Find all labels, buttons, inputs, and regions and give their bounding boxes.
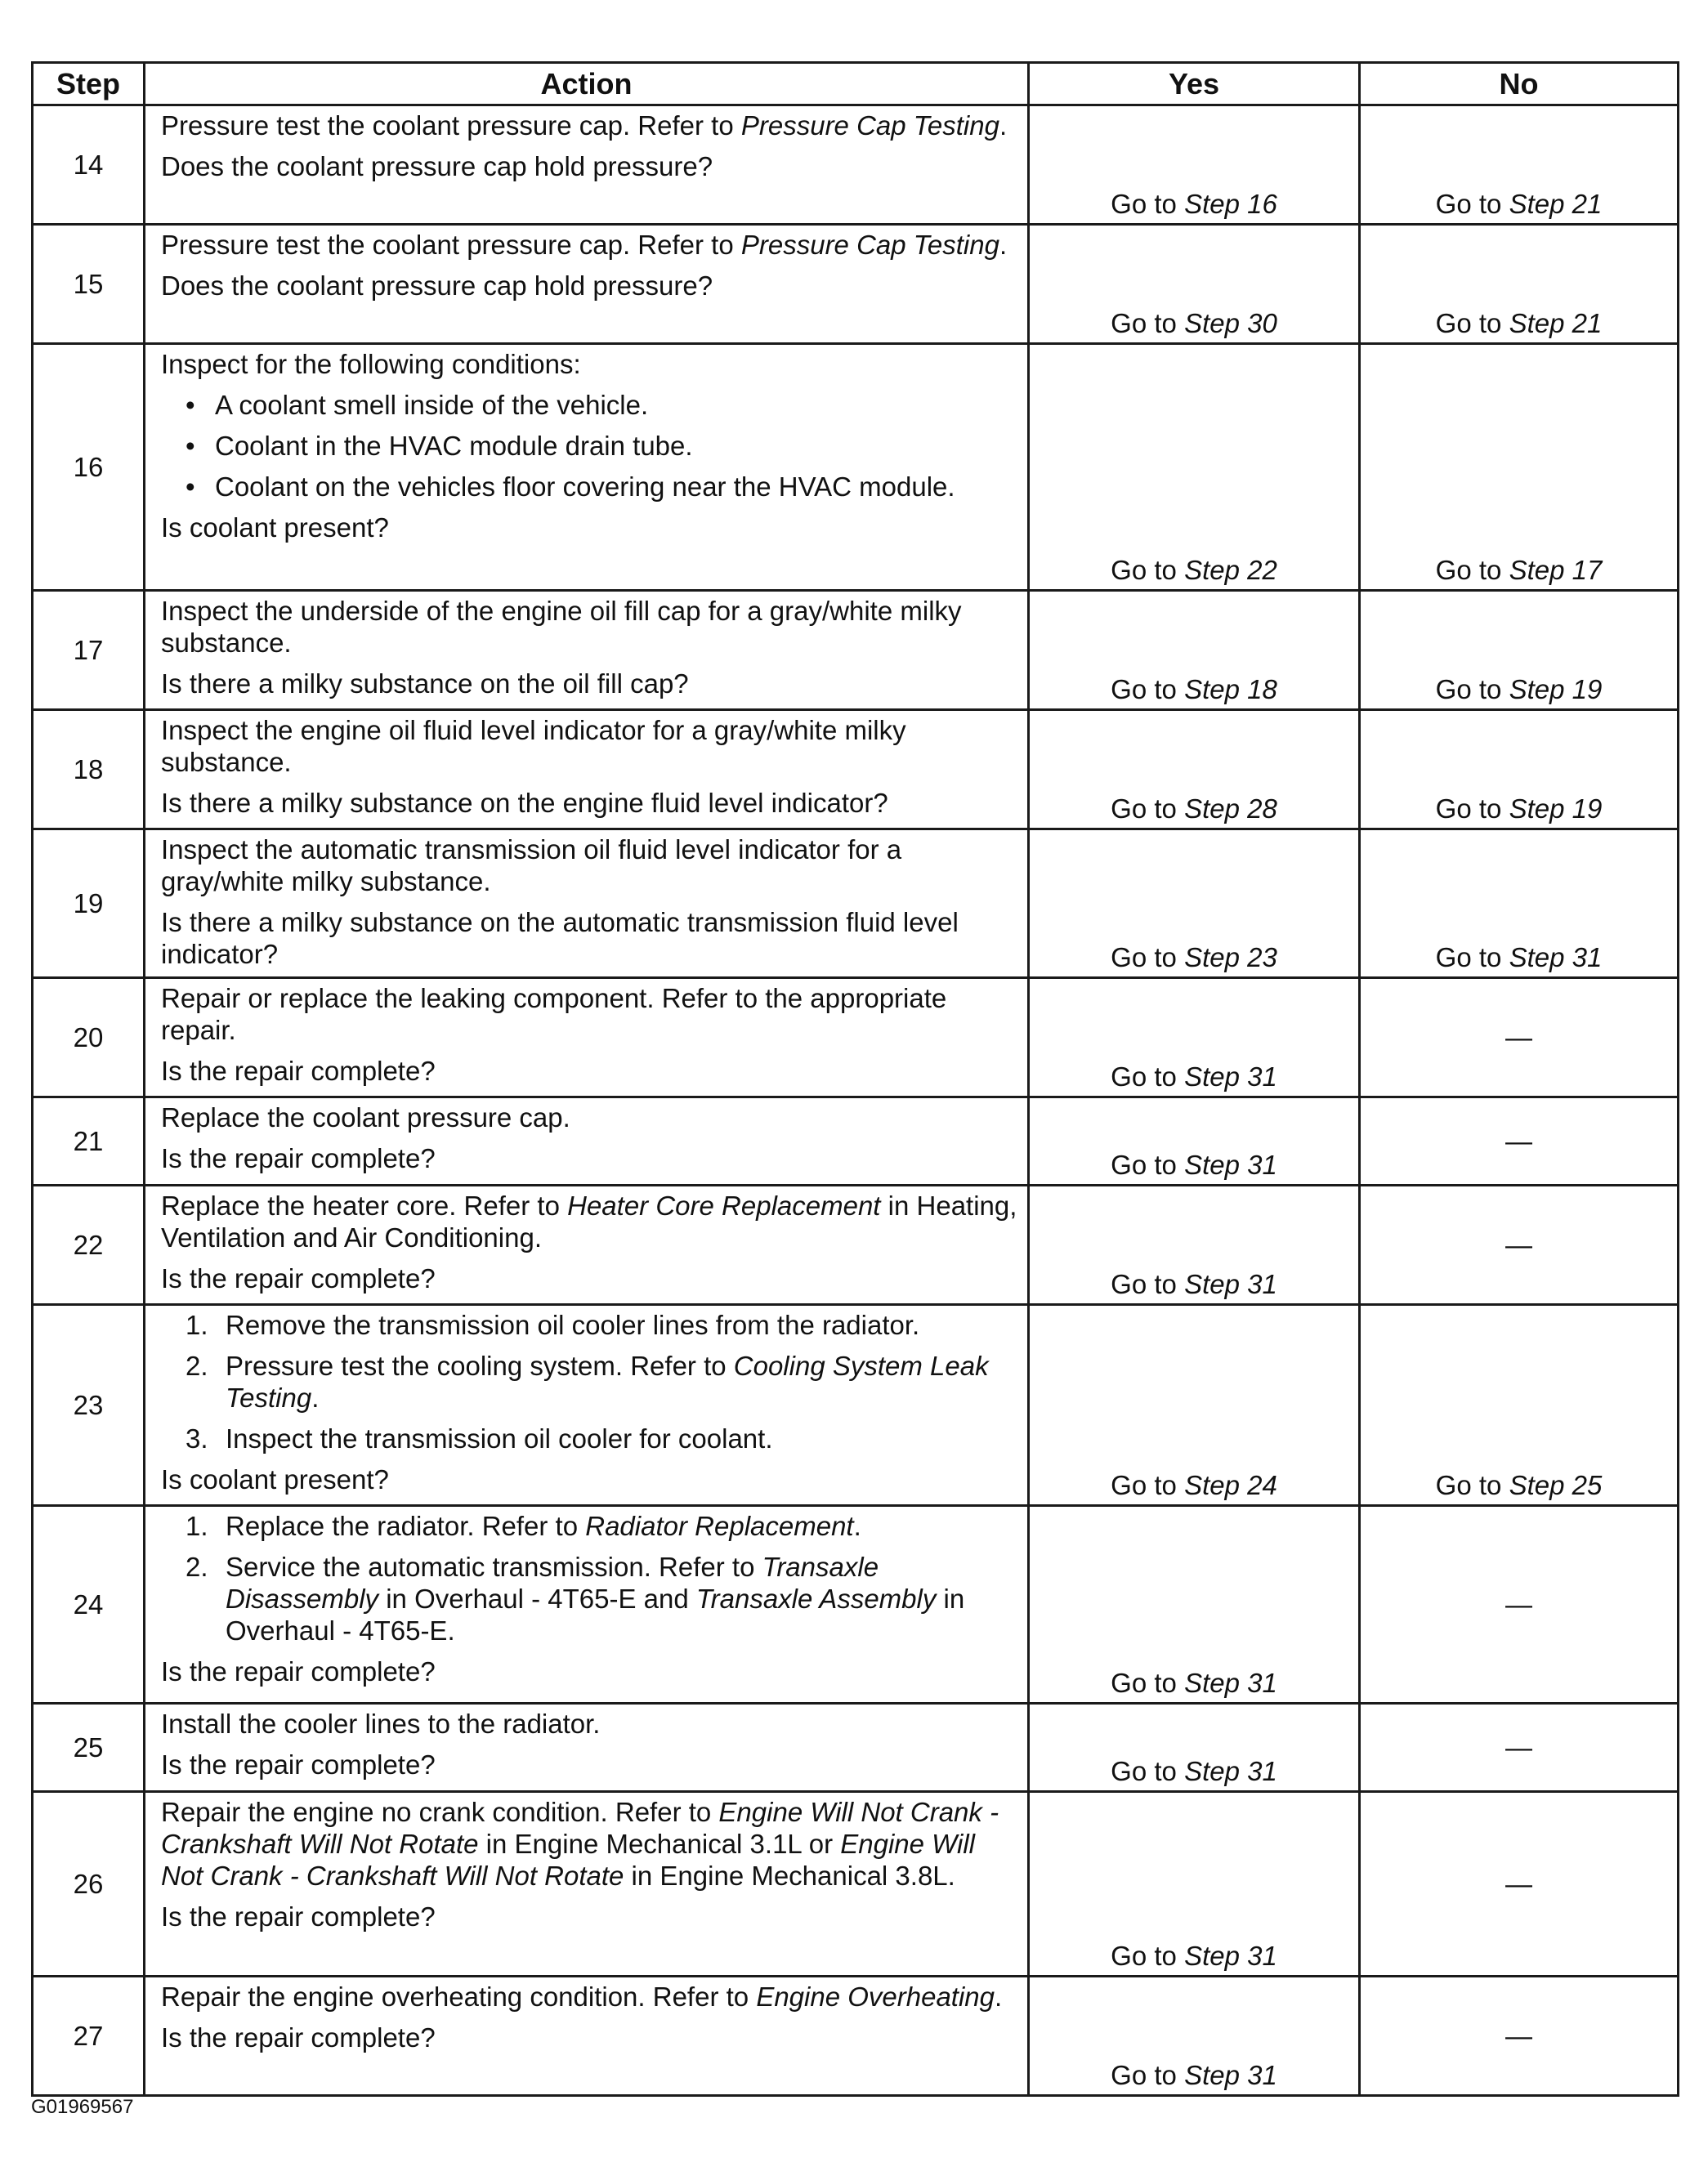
no-dash: — <box>1360 1506 1679 1704</box>
no-cell <box>1360 105 1679 225</box>
step-number: 25 <box>33 1704 145 1792</box>
table-row <box>33 105 1679 225</box>
step-number: 26 <box>33 1792 145 1977</box>
bullet-item <box>161 389 1017 421</box>
yes-cell <box>1029 1792 1360 1977</box>
table-row <box>33 1305 1679 1506</box>
table-row <box>33 978 1679 1097</box>
reference-text: Step 31 <box>1509 942 1603 972</box>
reference-text: Step 28 <box>1184 793 1277 824</box>
text-span: Go to <box>1111 674 1185 704</box>
reference-text: Step 16 <box>1184 189 1277 219</box>
action-paragraph <box>161 2022 1017 2053</box>
action-paragraph <box>161 512 1017 543</box>
reference-text: Step 25 <box>1509 1470 1603 1500</box>
reference-text: Pressure Cap Testing <box>740 230 999 260</box>
item-number: 2. <box>186 1351 208 1381</box>
text-span: Is the repair complete? <box>161 1263 436 1294</box>
text-span: Pressure test the cooling system. Refer to <box>226 1351 734 1381</box>
no-cell <box>1360 1305 1679 1506</box>
numbered-item <box>161 1551 1017 1647</box>
header-no: No <box>1360 63 1679 105</box>
reference-text: Step 21 <box>1509 189 1603 219</box>
action-cell <box>145 344 1029 591</box>
numbered-item <box>161 1423 1017 1454</box>
text-span: Go to <box>1435 189 1509 219</box>
text-span: Repair the engine no crank condition. Refer to <box>161 1797 719 1827</box>
numbered-list <box>161 1510 1017 1647</box>
step-number: 20 <box>33 978 145 1097</box>
text-span: Is coolant present? <box>161 512 389 543</box>
text-span: Inspect the automatic transmission oil fluid level indicator for a gray/white milky substance. <box>161 834 902 896</box>
text-span: Go to <box>1111 555 1185 585</box>
step-number: 18 <box>33 710 145 829</box>
bullet-item <box>161 430 1017 462</box>
text-span: Service the automatic transmission. Refer to <box>226 1552 762 1582</box>
action-cell <box>145 1305 1029 1506</box>
table-row <box>33 1977 1679 2096</box>
action-paragraph <box>161 109 1017 141</box>
action-cell <box>145 1506 1029 1704</box>
text-span: . <box>999 110 1008 141</box>
no-dash: — <box>1360 1977 1679 2096</box>
text-span: Go to <box>1435 674 1509 704</box>
header-row <box>33 63 1679 105</box>
yes-cell <box>1029 978 1360 1097</box>
step-number: 23 <box>33 1305 145 1506</box>
text-span: Is the repair complete? <box>161 1656 436 1687</box>
text-span: Go to <box>1111 1269 1185 1299</box>
reference-text: Engine Will Not Crank - Crankshaft Will Not Rotate <box>161 1829 976 1891</box>
text-span: Go to <box>1111 1470 1185 1500</box>
text-span: Go to <box>1111 1668 1185 1698</box>
table-body <box>33 105 1679 2096</box>
text-span: Is there a milky substance on the oil fill cap? <box>161 668 689 699</box>
action-cell <box>145 1977 1029 2096</box>
text-span: Coolant in the HVAC module drain tube. <box>215 431 693 461</box>
reference-text: Step 31 <box>1184 1668 1277 1698</box>
text-span: in Overhaul - 4T65-E. <box>226 1584 965 1646</box>
reference-text: Step 31 <box>1184 1061 1277 1092</box>
action-cell <box>145 978 1029 1097</box>
text-span: in Engine Mechanical 3.1L or <box>478 1829 841 1859</box>
table-row <box>33 225 1679 344</box>
text-span: . <box>995 1982 1003 2012</box>
text-span: Does the coolant pressure cap hold pressure? <box>161 151 713 181</box>
action-paragraph <box>161 1901 1017 1932</box>
reference-text: Step 31 <box>1184 1941 1277 1971</box>
step-number: 17 <box>33 591 145 710</box>
text-span: Inspect for the following conditions: <box>161 349 581 379</box>
action-paragraph <box>161 906 1017 970</box>
numbered-item <box>161 1309 1017 1341</box>
numbered-item <box>161 1510 1017 1542</box>
action-paragraph <box>161 1190 1017 1253</box>
reference-text: Cooling System Leak Testing <box>226 1351 989 1413</box>
reference-text: Step 18 <box>1184 674 1277 704</box>
table-row <box>33 1097 1679 1186</box>
item-number: 3. <box>186 1423 208 1454</box>
item-number: 2. <box>186 1552 208 1582</box>
reference-text: Radiator Replacement <box>585 1511 854 1541</box>
reference-text: Transaxle Disassembly <box>226 1552 879 1614</box>
text-span: Is coolant present? <box>161 1464 389 1495</box>
reference-text: Step 31 <box>1184 1269 1277 1299</box>
text-span: Is the repair complete? <box>161 1056 436 1086</box>
no-dash: — <box>1360 1097 1679 1186</box>
text-span: Is the repair complete? <box>161 1749 436 1780</box>
action-paragraph <box>161 1796 1017 1892</box>
yes-cell <box>1029 1506 1360 1704</box>
step-number: 21 <box>33 1097 145 1186</box>
table-row <box>33 710 1679 829</box>
yes-cell <box>1029 1704 1360 1792</box>
reference-text: Engine Overheating <box>756 1982 995 2012</box>
action-paragraph <box>161 595 1017 659</box>
yes-cell <box>1029 829 1360 978</box>
reference-text: Step 19 <box>1509 674 1603 704</box>
action-paragraph <box>161 1463 1017 1495</box>
text-span: Go to <box>1111 1150 1185 1180</box>
reference-text: Transaxle Assembly <box>695 1584 937 1614</box>
text-span: Repair or replace the leaking component. Refer to the appropriate repair. <box>161 983 947 1045</box>
text-span: in Overhaul - 4T65-E and <box>378 1584 696 1614</box>
no-dash: — <box>1360 1186 1679 1305</box>
text-span: Go to <box>1111 1756 1185 1786</box>
action-paragraph <box>161 1142 1017 1174</box>
action-paragraph <box>161 1262 1017 1294</box>
text-span: Go to <box>1111 1061 1185 1092</box>
text-span: Go to <box>1111 942 1185 972</box>
action-paragraph <box>161 714 1017 778</box>
header-step: Step <box>33 63 145 105</box>
action-paragraph <box>161 833 1017 897</box>
table-row <box>33 1704 1679 1792</box>
no-dash: — <box>1360 1792 1679 1977</box>
action-paragraph <box>161 270 1017 302</box>
step-number: 22 <box>33 1186 145 1305</box>
reference-text: Step 21 <box>1509 308 1603 338</box>
table-row <box>33 591 1679 710</box>
table-row <box>33 829 1679 978</box>
step-number: 15 <box>33 225 145 344</box>
no-dash: — <box>1360 1704 1679 1792</box>
reference-text: Step 31 <box>1184 1150 1277 1180</box>
text-span: Go to <box>1111 308 1185 338</box>
action-paragraph <box>161 150 1017 182</box>
text-span: Coolant on the vehicles floor covering near the HVAC module. <box>215 471 955 502</box>
reference-text: Heater Core Replacement <box>567 1191 881 1221</box>
action-cell <box>145 710 1029 829</box>
reference-text: Step 31 <box>1184 1756 1277 1786</box>
action-cell <box>145 225 1029 344</box>
action-paragraph <box>161 1708 1017 1740</box>
text-span: . <box>999 230 1008 260</box>
yes-cell <box>1029 105 1360 225</box>
yes-cell <box>1029 1097 1360 1186</box>
reference-text: Engine Will Not Crank - Crankshaft Will Not Rotate <box>161 1797 999 1859</box>
no-dash: — <box>1360 978 1679 1097</box>
action-paragraph <box>161 348 1017 380</box>
text-span: Go to <box>1111 1941 1185 1971</box>
numbered-item <box>161 1350 1017 1414</box>
yes-cell <box>1029 710 1360 829</box>
yes-cell <box>1029 344 1360 591</box>
yes-cell <box>1029 591 1360 710</box>
no-cell <box>1360 591 1679 710</box>
bullet-item <box>161 471 1017 503</box>
reference-text: Pressure Cap Testing <box>740 110 999 141</box>
text-span: in Heating, Ventilation and Air Conditioning. <box>161 1191 1017 1253</box>
reference-text: Step 31 <box>1184 2060 1277 2090</box>
no-cell <box>1360 225 1679 344</box>
text-span: . <box>853 1511 861 1541</box>
no-cell <box>1360 710 1679 829</box>
text-span: Is there a milky substance on the automatic transmission fluid level indicator? <box>161 907 959 969</box>
text-span: Repair the engine overheating condition. Refer to <box>161 1982 757 2012</box>
text-span: . <box>311 1383 320 1413</box>
text-span: Pressure test the coolant pressure cap. Refer to <box>161 230 741 260</box>
table-row <box>33 1186 1679 1305</box>
text-span: Go to <box>1435 555 1509 585</box>
action-cell <box>145 1704 1029 1792</box>
text-span: Go to <box>1435 308 1509 338</box>
text-span: Pressure test the coolant pressure cap. Refer to <box>161 110 741 141</box>
yes-cell <box>1029 1305 1360 1506</box>
text-span: Does the coolant pressure cap hold pressure? <box>161 270 713 301</box>
reference-text: Step 23 <box>1184 942 1277 972</box>
item-number: 1. <box>186 1511 208 1541</box>
numbered-list <box>161 1309 1017 1454</box>
step-number: 14 <box>33 105 145 225</box>
text-span: Go to <box>1111 2060 1185 2090</box>
action-paragraph <box>161 1101 1017 1133</box>
text-span: Is the repair complete? <box>161 1143 436 1173</box>
header-action: Action <box>145 63 1029 105</box>
action-cell <box>145 1186 1029 1305</box>
text-span: Go to <box>1435 1470 1509 1500</box>
action-paragraph <box>161 229 1017 261</box>
action-cell <box>145 591 1029 710</box>
action-cell <box>145 1097 1029 1186</box>
action-cell <box>145 829 1029 978</box>
text-span: Go to <box>1111 189 1185 219</box>
text-span: Install the cooler lines to the radiator. <box>161 1709 601 1739</box>
action-paragraph <box>161 1655 1017 1687</box>
text-span: Inspect the transmission oil cooler for coolant. <box>226 1423 773 1454</box>
text-span: Is there a milky substance on the engine fluid level indicator? <box>161 788 888 818</box>
text-span: Inspect the underside of the engine oil fill cap for a gray/white milky substance. <box>161 596 962 658</box>
step-number: 16 <box>33 344 145 591</box>
text-span: Go to <box>1435 942 1509 972</box>
no-cell <box>1360 344 1679 591</box>
action-paragraph <box>161 1981 1017 2013</box>
step-number: 24 <box>33 1506 145 1704</box>
step-number: 27 <box>33 1977 145 2096</box>
text-span: A coolant smell inside of the vehicle. <box>215 390 649 420</box>
text-span: Is the repair complete? <box>161 2022 436 2053</box>
action-paragraph <box>161 668 1017 699</box>
reference-text: Step 22 <box>1184 555 1277 585</box>
yes-cell <box>1029 1977 1360 2096</box>
text-span: Go to <box>1111 793 1185 824</box>
text-span: Replace the radiator. Refer to <box>226 1511 586 1541</box>
action-cell <box>145 1792 1029 1977</box>
item-number: 1. <box>186 1310 208 1340</box>
action-paragraph <box>161 982 1017 1046</box>
text-span: Go to <box>1435 793 1509 824</box>
action-paragraph <box>161 787 1017 819</box>
text-span: Replace the heater core. Refer to <box>161 1191 568 1221</box>
reference-text: Step 19 <box>1509 793 1603 824</box>
figure-id: G01969567 <box>31 2096 134 2118</box>
text-span: Replace the coolant pressure cap. <box>161 1102 570 1133</box>
text-span: Remove the transmission oil cooler lines from the radiator. <box>226 1310 920 1340</box>
action-paragraph <box>161 1749 1017 1781</box>
header-yes: Yes <box>1029 63 1360 105</box>
table-row <box>33 344 1679 591</box>
reference-text: Step 17 <box>1509 555 1603 585</box>
table-row <box>33 1506 1679 1704</box>
reference-text: Step 30 <box>1184 308 1277 338</box>
action-paragraph <box>161 1055 1017 1087</box>
action-cell <box>145 105 1029 225</box>
table-row <box>33 1792 1679 1977</box>
reference-text: Step 24 <box>1184 1470 1277 1500</box>
yes-cell <box>1029 225 1360 344</box>
text-span: Is the repair complete? <box>161 1901 436 1932</box>
diagnostic-table <box>31 61 1679 2097</box>
text-span: Inspect the engine oil fluid level indicator for a gray/white milky substance. <box>161 715 906 777</box>
bullet-list <box>161 389 1017 503</box>
yes-cell <box>1029 1186 1360 1305</box>
step-number: 19 <box>33 829 145 978</box>
no-cell <box>1360 829 1679 978</box>
text-span: in Engine Mechanical 3.8L. <box>624 1861 955 1891</box>
